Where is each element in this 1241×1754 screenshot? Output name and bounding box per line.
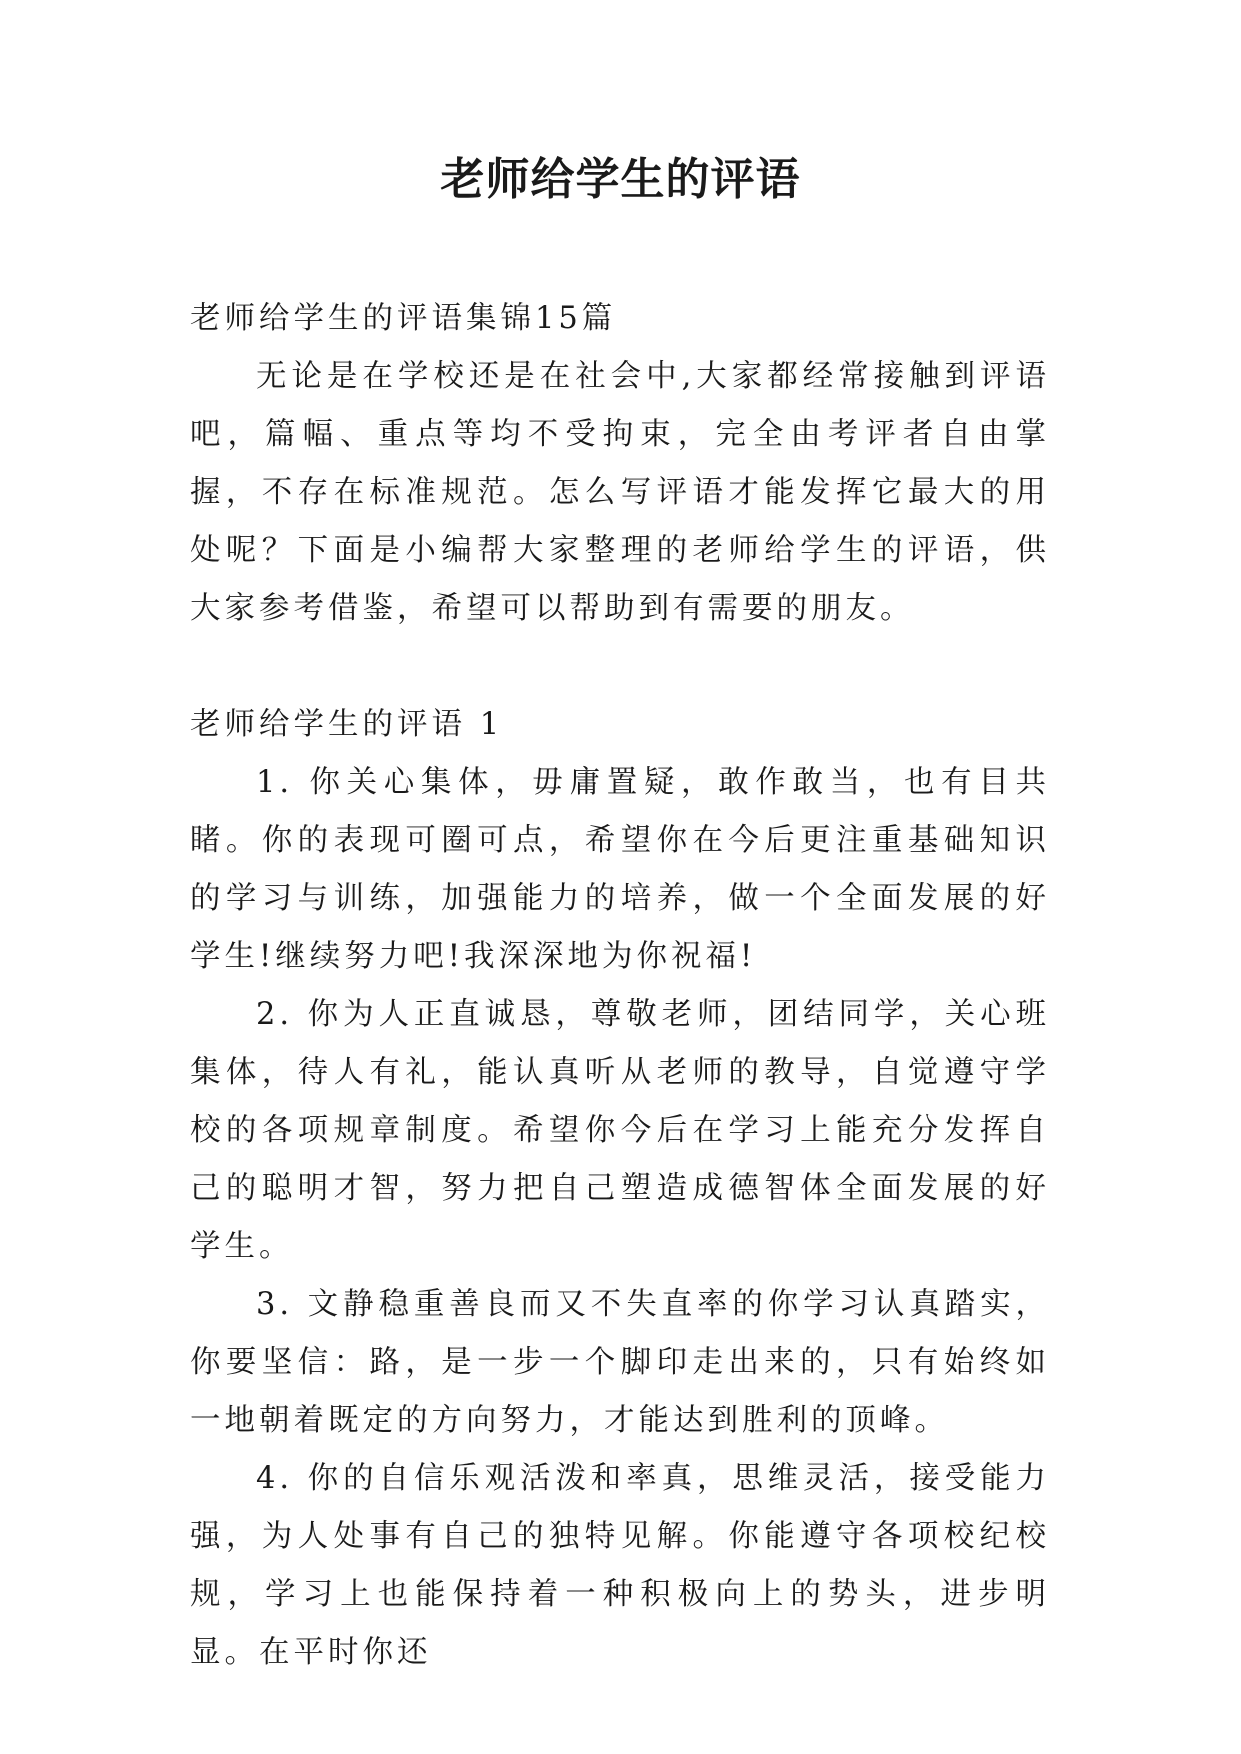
- comment-item: 3. 文静稳重善良而又不失直率的你学习认真踏实，你要坚信：路，是一步一个脚印走出来的，只有始终如一地朝着既定的方向努力，才能达到胜利的顶峰。: [190, 1287, 1050, 1438]
- paragraph-gap: [190, 638, 1050, 696]
- section-heading: 老师给学生的评语 1: [190, 707, 504, 742]
- comment-item: 1. 你关心集体，毋庸置疑，敢作敢当，也有目共睹。你的表现可圈可点，希望你在今后更注重基础知识的学习与训练，加强能力的培养，做一个全面发展的好学生!继续努力吧!我深深地为你祝福!: [190, 765, 1050, 974]
- comment-item: 4. 你的自信乐观活泼和率真，思维灵活，接受能力强，为人处事有自己的独特见解。你能遵守各项校纪校规，学习上也能保持着一种积极向上的势头，进步明显。在平时你还: [190, 1461, 1050, 1670]
- comment-item: 2. 你为人正直诚恳，尊敬老师，团结同学，关心班集体，待人有礼，能认真听从老师的教导，自觉遵守学校的各项规章制度。希望你今后在学习上能充分发挥自己的聪明才智，努力把自己塑造成德智体全面发展的好学生。: [190, 997, 1050, 1264]
- document-body: [190, 290, 1050, 1682]
- document-title: 老师给学生的评语: [440, 154, 801, 205]
- document-subtitle: 老师给学生的评语集锦15篇: [190, 301, 617, 336]
- intro-paragraph: 无论是在学校还是在社会中,大家都经常接触到评语吧，篇幅、重点等均不受拘束，完全由考评者自由掌握，不存在标准规范。怎么写评语才能发挥它最大的用处呢？下面是小编帮大家整理的老师给学生的评语，供大家参考借鉴，希望可以帮助到有需要的朋友。: [190, 359, 1050, 626]
